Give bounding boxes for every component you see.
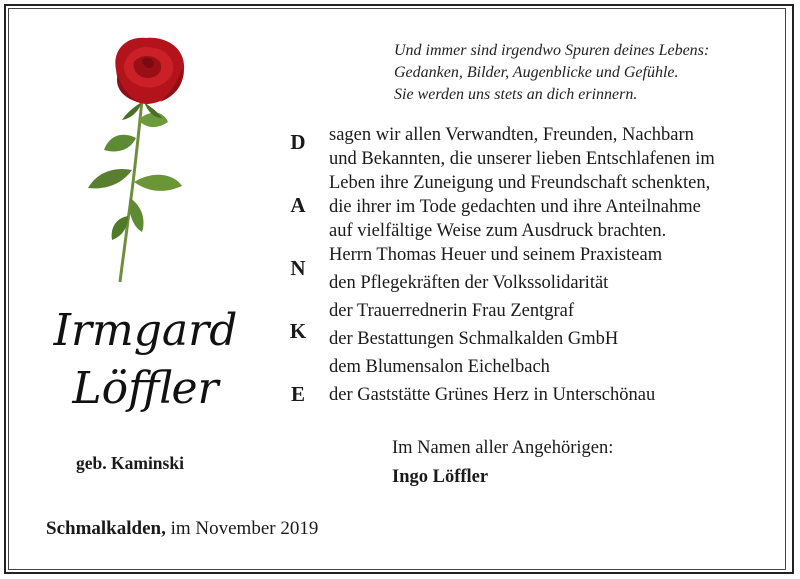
danke-letter: N — [290, 256, 306, 280]
poem-line: Sie werden uns stets an dich erinnern. — [394, 86, 638, 103]
thanks-line: die ihrer im Tode gedachten und ihre Anteilnahme — [329, 197, 701, 217]
rose-icon — [60, 30, 210, 290]
signature-label: Im Namen aller Angehörigen: — [392, 438, 614, 458]
place: Schmalkalden, — [46, 518, 166, 539]
list-item: der Gaststätte Grünes Herz in Unterschönau — [329, 385, 656, 405]
danke-letter: K — [289, 319, 307, 343]
memorial-poem — [394, 40, 774, 106]
date: im November 2019 — [170, 518, 319, 539]
birth-name: geb. Kaminski — [76, 453, 184, 473]
poem-line: Und immer sind irgendwo Spuren deines Lebens: — [394, 42, 710, 59]
deceased-last-name: Löffler — [72, 363, 219, 414]
thanks-line: Leben ihre Zuneigung und Freundschaft schenkten, — [329, 173, 711, 193]
poem-line: Gedanken, Bilder, Augenblicke und Gefühle. — [394, 64, 679, 81]
list-item: dem Blumensalon Eichelbach — [329, 357, 550, 377]
list-item: der Trauerrednerin Frau Zentgraf — [329, 301, 575, 321]
thanks-line: sagen wir allen Verwandten, Freunden, Nachbarn — [329, 125, 694, 145]
list-item: den Pflegekräften der Volkssolidarität — [329, 273, 609, 293]
place-date — [46, 518, 318, 540]
thanks-line: auf vielfältige Weise zum Ausdruck brachten. — [329, 221, 667, 241]
danke-letter: A — [290, 193, 306, 217]
list-item: der Bestattungen Schmalkalden GmbH — [329, 329, 619, 349]
danke-letter: D — [290, 130, 306, 154]
danke-letter: E — [290, 382, 305, 406]
deceased-name — [48, 302, 243, 418]
signature-name: Ingo Löffler — [392, 467, 489, 487]
list-item: Herrn Thomas Heuer und seinem Praxisteam — [329, 245, 663, 265]
thanks-line: und Bekannten, die unserer lieben Entschlafenen im — [329, 149, 715, 169]
thanks-paragraph — [329, 123, 779, 243]
deceased-first-name: Irmgard — [53, 305, 238, 356]
